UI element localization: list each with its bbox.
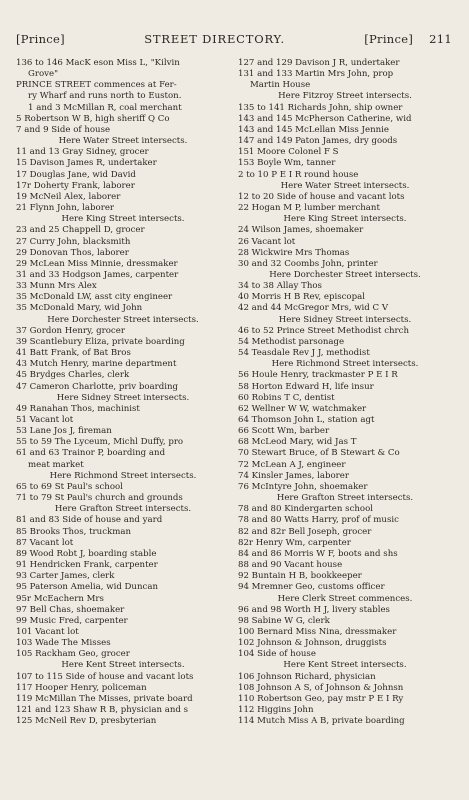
- directory-entry: 153 Boyle Wm, tanner: [238, 158, 336, 169]
- directory-entry: 37 Gordon Henry, grocer: [16, 325, 125, 336]
- directory-entry: 92 Buntain H B, bookkeeper: [238, 571, 362, 582]
- directory-entry: 101 Vacant lot: [16, 626, 79, 637]
- directory-entry: 104 Side of house: [238, 649, 316, 660]
- directory-entry: 43 Mutch Henry, marine department: [16, 359, 177, 370]
- directory-entry: 41 Batt Frank, of Bat Bros: [16, 348, 131, 359]
- directory-entry: 105 Rackham Geo, grocer: [16, 649, 130, 660]
- directory-entry: 95r McEachern Mrs: [16, 593, 104, 604]
- directory-entry: 97 Bell Chas, shoemaker: [16, 604, 125, 615]
- intersection-heading: Here Dorchester Street intersects.: [269, 269, 421, 280]
- directory-entry: Martin House: [250, 80, 311, 91]
- directory-entry: 98 Sabine W G, clerk: [238, 615, 330, 626]
- directory-entry: 27 Curry John, blacksmith: [16, 236, 131, 247]
- directory-entry: 17r Doherty Frank, laborer: [16, 180, 135, 191]
- directory-entry: 60 Robins T C, dentist: [238, 392, 335, 403]
- directory-entry: 93 Carter James, clerk: [16, 571, 115, 582]
- directory-entry: 15 Davison James R, undertaker: [16, 158, 157, 169]
- directory-entry: 78 and 80 Kindergarten school: [238, 504, 374, 515]
- directory-entry: 135 to 141 Richards John, ship owner: [238, 102, 403, 113]
- intersection-heading: Here King Street intersects.: [283, 214, 407, 225]
- directory-entry: 82r Henry Wm, carpenter: [238, 537, 351, 548]
- directory-entry: 88 and 90 Vacant house: [238, 560, 343, 571]
- directory-entry: 35 McDonald Mary, wid John: [16, 303, 143, 314]
- directory-entry: meat market: [28, 459, 84, 470]
- directory-entry: 29 Donovan Thos, laborer: [16, 247, 129, 258]
- directory-entry: 19 McNeil Alex, laborer: [16, 191, 121, 202]
- directory-entry: 94 Mremner Geo, customs officer: [238, 582, 385, 593]
- directory-entry: 91 Hendricken Frank, carpenter: [16, 560, 158, 571]
- intersection-heading: Here Dorchester Street intersects.: [47, 314, 199, 325]
- directory-entry: 151 Moore Colonel F S: [238, 147, 339, 158]
- directory-entry: 143 and 145 McPherson Catherine, wid: [238, 113, 412, 124]
- directory-entry: 62 Wellner W W, watchmaker: [238, 403, 367, 414]
- directory-entry: 96 and 98 Worth H J, livery stables: [238, 604, 390, 615]
- directory-entry: 117 Hooper Henry, policeman: [16, 682, 147, 693]
- intersection-heading: Here Grafton Street intersects.: [276, 493, 414, 504]
- intersection-heading: Here Fitzroy Street intersects.: [278, 91, 412, 102]
- directory-entry: 24 Wilson James, shoemaker: [238, 225, 364, 236]
- directory-entry: 51 Vacant lot: [16, 415, 74, 425]
- directory-entry: 68 McLeod Mary, wid Jas T: [238, 437, 357, 448]
- directory-entry: 84 and 86 Morris W F, boots and shs: [238, 548, 398, 559]
- directory-entry: 114 Mutch Miss A B, private boarding: [238, 716, 405, 727]
- intersection-heading: Here Kent Street intersects.: [283, 660, 407, 671]
- intersection-heading: Here Sidney Street intersects.: [278, 314, 412, 325]
- header-title: STREET DIRECTORY.: [144, 32, 285, 46]
- directory-entry: 28 Wickwire Mrs Thomas: [238, 247, 350, 258]
- directory-entry: 76 McIntyre John, shoemaker: [238, 481, 368, 492]
- directory-entry: 55 to 59 The Lyceum, Michl Duffy, pro: [16, 437, 184, 448]
- directory-entry: 110 Robertson Geo, pay mstr P E I Ry: [238, 693, 404, 704]
- directory-entry: 74 Kinsler James, laborer: [238, 470, 349, 481]
- directory-entry: 31 and 33 Hodgson James, carpenter: [16, 269, 179, 280]
- directory-entry: ry Wharf and runs north to Euston.: [28, 91, 182, 102]
- directory-entry: 66 Scott Wm, barber: [238, 426, 330, 437]
- directory-entry: 30 and 32 Coombs John, printer: [238, 258, 378, 269]
- intersection-heading: Here Clerk Street commences.: [277, 593, 413, 604]
- header-right-group: [364, 32, 452, 46]
- directory-columns: [16, 58, 452, 727]
- intersection-heading: Here Water Street intersects.: [58, 136, 188, 147]
- intersection-heading: Here Richmond Street intersects.: [271, 359, 419, 370]
- directory-entry: 108 Johnson A S, of Johnson & Johnsn: [238, 682, 404, 693]
- directory-entry: 136 to 146 MacK eson Miss L, "Kilvin: [16, 58, 180, 68]
- intersection-heading: Here Kent Street intersects.: [61, 660, 185, 671]
- directory-entry: 35 McDonald LW, asst city engineer: [16, 292, 173, 303]
- right-column: [238, 58, 452, 727]
- directory-entry: 22 Hogan M P, lumber merchant: [238, 203, 380, 214]
- intersection-heading: Here Grafton Street intersects.: [54, 504, 192, 515]
- directory-entry: 46 to 52 Prince Street Methodist chrch: [238, 325, 409, 336]
- directory-entry: 11 and 13 Gray Sidney, grocer: [16, 147, 149, 158]
- directory-entry: 54 Teasdale Rev J J, methodist: [238, 348, 370, 359]
- directory-entry: 40 Morris H B Rev, episcopal: [238, 292, 365, 303]
- directory-entry: 143 and 145 McLellan Miss Jennie: [238, 124, 389, 135]
- directory-entry: 29 McLean Miss Minnie, dressmaker: [16, 258, 178, 269]
- directory-entry: 7 and 9 Side of house: [16, 124, 111, 135]
- directory-entry: 1 and 3 McMillan R, coal merchant: [28, 102, 182, 113]
- directory-entry: 72 McLean A J, engineer: [238, 459, 346, 470]
- directory-entry: 99 Music Fred, carpenter: [16, 615, 128, 626]
- directory-entry: 53 Lane Jos J, fireman: [16, 426, 112, 437]
- directory-entry: 26 Vacant lot: [238, 236, 296, 247]
- directory-entry: 82 and 82r Bell Joseph, grocer: [238, 526, 372, 537]
- directory-entry: 107 to 115 Side of house and vacant lots: [16, 671, 194, 682]
- left-column: [16, 58, 230, 727]
- directory-entry: 71 to 79 St Paul's church and grounds: [16, 493, 183, 504]
- directory-entry: 45 Brydges Charles, clerk: [16, 370, 130, 381]
- directory-entry: 78 and 80 Watts Harry, prof of music: [238, 515, 399, 526]
- directory-entry: 119 McMillan The Misses, private board: [16, 693, 193, 704]
- directory-entry: 121 and 123 Shaw R B, physician and s: [16, 705, 189, 716]
- directory-entry: 125 McNeil Rev D, presbyterian: [16, 716, 157, 727]
- directory-entry: 103 Wade The Misses: [16, 638, 111, 649]
- directory-entry: 131 and 133 Martin Mrs John, prop: [238, 69, 394, 80]
- directory-entry: 100 Bernard Miss Nina, dressmaker: [238, 626, 397, 637]
- directory-entry: 49 Ranahan Thos, machinist: [16, 403, 140, 414]
- directory-entry: 42 and 44 McGregor Mrs, wid C V: [238, 303, 389, 314]
- directory-entry: 102 Johnson & Johnson, druggists: [238, 638, 387, 649]
- directory-entry: 95 Paterson Amelia, wid Duncan: [16, 582, 158, 593]
- directory-entry: 87 Vacant lot: [16, 537, 74, 548]
- directory-entry: 112 Higgins John: [238, 705, 314, 716]
- directory-entry: 58 Horton Edward H, life insur: [238, 381, 374, 392]
- header-left: [Prince]: [16, 32, 65, 46]
- directory-entry: 12 to 20 Side of house and vacant lots: [238, 191, 405, 202]
- directory-entry: PRINCE STREET commences at Fer-: [16, 80, 177, 91]
- directory-entry: 89 Wood Robt J, boarding stable: [16, 548, 157, 559]
- directory-entry: 70 Stewart Bruce, of B Stewart & Co: [238, 448, 400, 459]
- directory-entry: 65 to 69 St Paul's school: [16, 481, 123, 492]
- directory-entry: 64 Thomson John L, station agt: [238, 415, 375, 425]
- intersection-heading: Here Sidney Street intersects.: [56, 392, 190, 403]
- directory-entry: Grove": [28, 69, 59, 80]
- directory-entry: 17 Douglas Jane, wid David: [16, 169, 136, 180]
- header-right: [Prince]: [364, 32, 414, 46]
- directory-entry: 81 and 83 Side of house and yard: [16, 515, 163, 526]
- intersection-heading: Here Richmond Street intersects.: [49, 470, 197, 481]
- directory-entry: 56 Houle Henry, trackmaster P E I R: [238, 370, 398, 381]
- directory-entry: 21 Flynn John, laborer: [16, 203, 115, 214]
- directory-entry: 61 and 63 Trainor P, boarding and: [16, 448, 166, 459]
- directory-entry: 33 Munn Mrs Alex: [16, 281, 97, 292]
- directory-entry: 5 Robertson W B, high sheriff Q Co: [16, 113, 170, 124]
- directory-entry: 39 Scantlebury Eliza, private boarding: [16, 336, 185, 347]
- page-header: [16, 32, 452, 46]
- directory-entry: 85 Brooks Thos, truckman: [16, 526, 132, 537]
- directory-entry: 127 and 129 Davison J R, undertaker: [238, 58, 400, 68]
- directory-entry: 47 Cameron Charlotte, priv boarding: [16, 381, 179, 392]
- directory-entry: 54 Methodist parsonage: [238, 336, 345, 347]
- intersection-heading: Here King Street intersects.: [61, 214, 185, 225]
- directory-entry: 2 to 10 P E I R round house: [238, 169, 359, 180]
- directory-entry: 106 Johnson Richard, physician: [238, 671, 376, 682]
- directory-entry: 34 to 38 Allay Thos: [238, 281, 322, 292]
- directory-entry: 147 and 149 Paton James, dry goods: [238, 136, 398, 147]
- page-number: 211: [429, 32, 452, 46]
- intersection-heading: Here Water Street intersects.: [280, 180, 410, 191]
- directory-entry: 23 and 25 Chappell D, grocer: [16, 225, 145, 236]
